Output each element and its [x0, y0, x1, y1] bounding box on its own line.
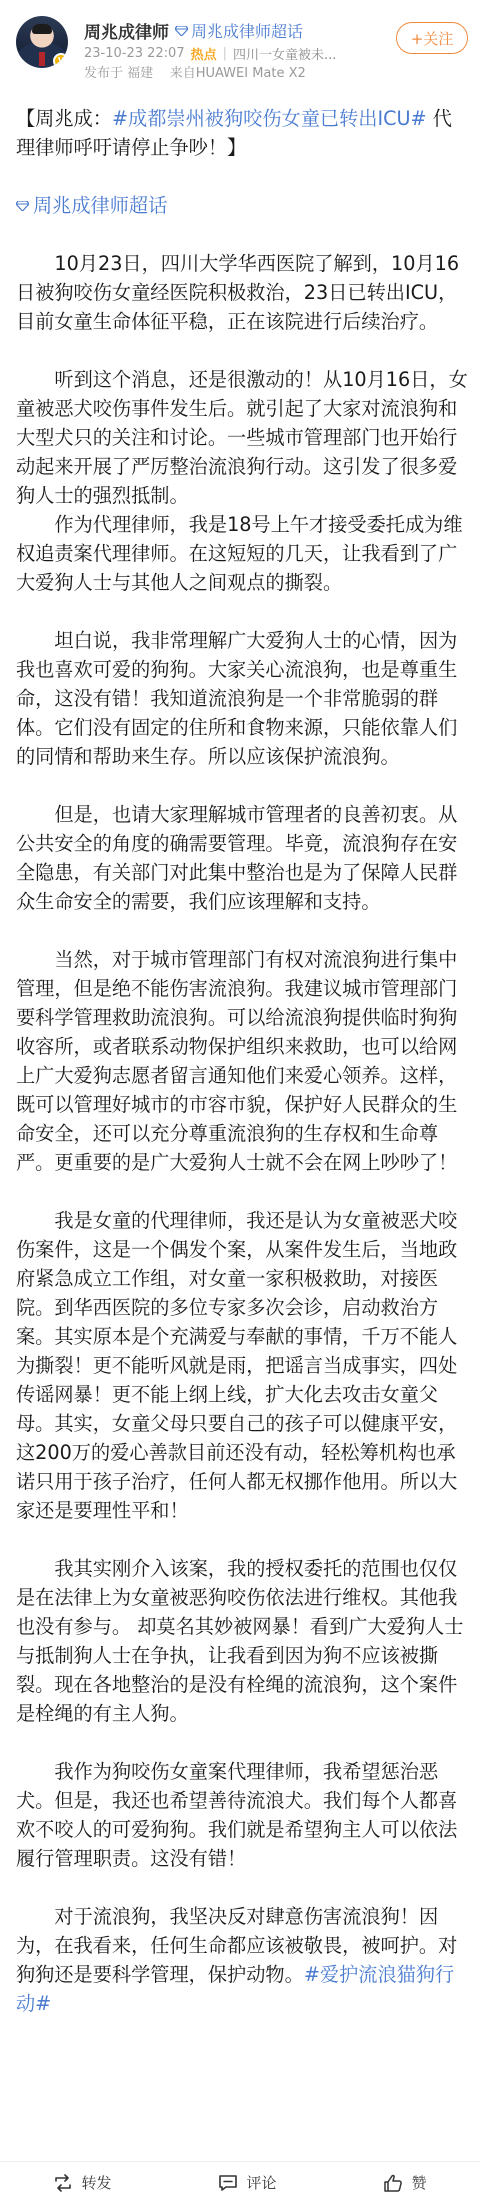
source-row	[84, 62, 306, 81]
diamond-icon	[16, 201, 29, 211]
hot-topic-link[interactable]: 四川一女童被未...	[233, 48, 337, 63]
repost-button[interactable]	[53, 2172, 111, 2193]
comment-label: 评论	[246, 2174, 277, 2192]
paragraph: 当然，对于城市管理部门有权对流浪狗进行集中管理，但是绝不能伤害流浪狗。我建议城市管理部门要科学管理救助流浪狗。可以给流浪狗提供临时狗狗收容所，或者联系动物保护组织来救助，也可以给网上广大爱狗志愿者留言通知他们来爱心领养。这样，既可以管理好城市的市容市貌，保护好人民群众的生命安全，还可以充分尊重流浪狗的生存权和生命尊严。更重要的是广大爱狗人士就不会在网上吵吵了！	[16, 948, 458, 1174]
post-headline: 【周兆成：#成都崇州被狗咬伤女童已转出ICU# 代理律师呼吁请停止争吵！】	[16, 107, 452, 159]
post-timestamp: 23-10-23 22:07	[84, 46, 185, 61]
paragraph: 我其实刚介入该案，我的授权委托的范围也仅仅是在法律上为女童被恶狗咬伤依法进行维权。其他我也没有参与。 却莫名其妙被网暴！看到广大爱狗人士与抵制狗人士在争执，让我看到因为狗不应该被撕裂。现在各地整治的是没有栓绳的流浪狗，这个案件是栓绳的有主人狗。	[16, 1557, 464, 1725]
post-location: 发布于 福建	[84, 66, 154, 81]
super-topic-label: 周兆成律师超话	[191, 22, 304, 41]
paragraph: 听到这个消息，还是很激动的！从10月16日，女童被恶犬咬伤事件发生后。就引起了大家对流浪狗和大型犬只的关注和讨论。一些城市管理部门也开始行动起来开展了严厉整治流浪狗行动。这引发了很多爱狗人士的强烈抵制。	[16, 368, 468, 507]
comment-button[interactable]	[218, 2172, 276, 2193]
diamond-icon	[175, 26, 188, 36]
post-body	[16, 104, 468, 2047]
paragraph: 坦白说，我非常理解广大爱狗人士的心情，因为我也喜欢可爱的狗狗。大家关心流浪狗，也是尊重生命，这没有错！我知道流浪狗是一个非常脆弱的群体。它们没有固定的住所和食物来源，只能依靠人们的同情和帮助来生存。所以应该保护流浪狗。	[16, 629, 458, 768]
verified-badge-icon: V	[53, 53, 68, 68]
paragraph: 作为代理律师，我是18号上午才接受委托成为维权追责案代理律师。在这短短的几天，让我看到了广大爱狗人士与其他人之间观点的撕裂。	[16, 513, 463, 594]
paragraph: 10月23日，四川大学华西医院了解到，10月16日被狗咬伤女童经医院积极救治，23日已转出ICU，目前女童生命体征平稳，正在该院进行后续治疗。	[16, 252, 460, 333]
post-device: 来自HUAWEI Mate X2	[169, 66, 306, 81]
hashtag-link[interactable]: #爱护流浪猫狗行动#	[16, 1963, 455, 2015]
author-row	[84, 18, 303, 43]
hot-label: 热点	[190, 48, 217, 63]
paragraph: 但是，也请大家理解城市管理者的良善初衷。从公共安全的角度的确需要管理。毕竟，流浪狗存在安全隐患，有关部门对此集中整治也是为了保障人民群众生命安全的需要，我们应该理解和支持。	[16, 803, 458, 913]
follow-button[interactable]: +关注	[396, 22, 468, 54]
repost-label: 转发	[81, 2174, 112, 2192]
author-name[interactable]: 周兆成律师	[84, 23, 169, 43]
paragraph: 对于流浪狗，我坚决反对肆意伤害流浪狗！因为，在我看来，任何生命都应该被敬畏，被呵护。对狗狗还是要科学管理，保护动物。#爱护流浪猫狗行动#	[16, 1905, 458, 2015]
thumbs-up-icon	[383, 2174, 403, 2192]
comment-icon	[218, 2174, 238, 2192]
post-header	[0, 0, 480, 80]
hashtag-link[interactable]: #成都崇州被狗咬伤女童已转出ICU#	[111, 107, 427, 130]
like-label: 赞	[411, 2174, 427, 2192]
action-bar	[0, 2161, 480, 2203]
meta-row: 23-10-23 22:07 热点 | 四川一女童被未...	[84, 46, 337, 63]
super-topic-tag[interactable]	[175, 19, 303, 42]
like-button[interactable]	[383, 2172, 426, 2193]
avatar[interactable]	[16, 16, 68, 68]
paragraph: 我作为狗咬伤女童案代理律师，我希望惩治恶犬。但是，我还也希望善待流浪犬。我们每个人都喜欢不咬人的可爱狗狗。我们就是希望狗主人可以依法履行管理职责。这没有错！	[16, 1760, 458, 1870]
super-topic-link[interactable]: 周兆成律师超话	[16, 191, 468, 220]
repost-icon	[53, 2174, 73, 2192]
paragraph: 我是女童的代理律师，我还是认为女童被恶犬咬伤案件，这是一个偶发个案，从案件发生后，当地政府紧急成立工作组，对女童一家积极救助，对接医院。到华西医院的多位专家多次会诊，启动救治方案。其实原本是个充满爱与奉献的事情，千万不能人为撕裂！更不能听风就是雨，把谣言当成事实，四处传谣网暴！更不能上纲上线，扩大化去攻击女童父母。其实，女童父母只要自己的孩子可以健康平安，这200万的爱心善款目前还没有动，轻松筹机构也承诺只用于孩子治疗，任何人都无权挪作他用。所以大家还是要理性平和！	[16, 1209, 458, 1522]
